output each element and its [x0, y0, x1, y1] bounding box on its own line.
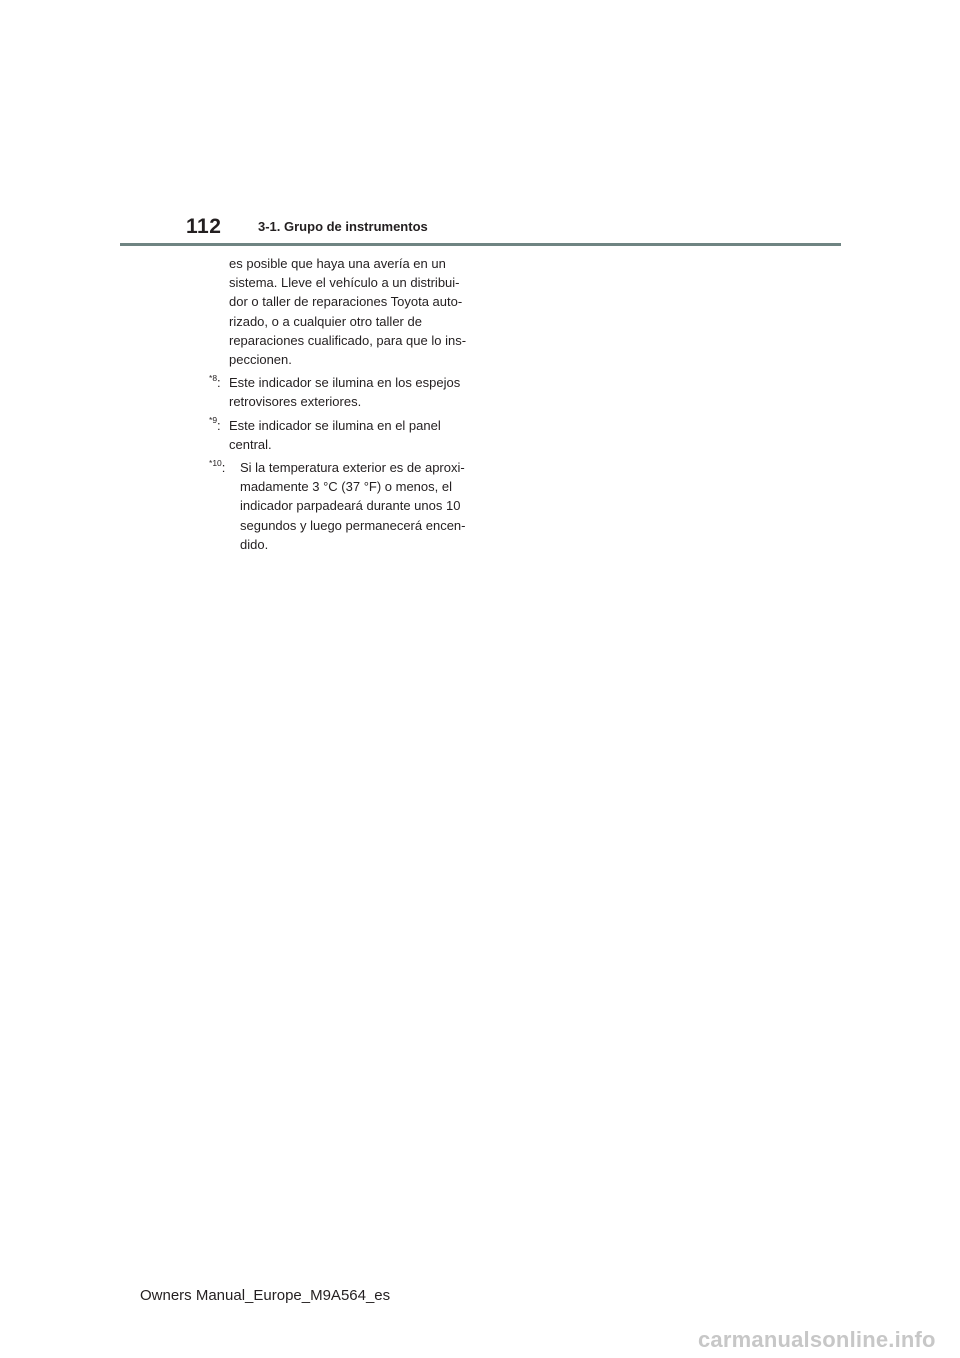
- intro-line: peccionen.: [229, 352, 292, 368]
- footnote-line: segundos y luego permanecerá encen-: [240, 517, 466, 533]
- footnote-9: [209, 416, 471, 454]
- footnote-8: [209, 373, 471, 411]
- footnote-line: Este indicador se ilumina en el panel: [229, 417, 441, 433]
- intro-line: dor o taller de reparaciones Toyota auto-: [229, 294, 463, 310]
- header-rule: [120, 243, 841, 246]
- footnote-text: [240, 458, 471, 554]
- footnote-marker: $^{*8}$:: [209, 372, 221, 391]
- footnote-line: Este indicador se ilumina en los espejos: [229, 375, 461, 391]
- footnote-text: [229, 416, 471, 454]
- intro-line: es posible que haya una avería en un: [229, 256, 446, 271]
- footnote-line: Si la temperatura exterior es de aproxi-: [240, 460, 465, 476]
- footnote-line: madamente 3 °C (37 °F) o menos, el: [240, 479, 452, 495]
- footer-manual-id: Owners Manual_Europe_M9A564_es: [140, 1287, 391, 1304]
- intro-line: rizado, o a cualquier otro taller de: [229, 313, 422, 329]
- section-title: 3-1. Grupo de instrumentos: [258, 219, 428, 234]
- page-content: [209, 254, 471, 558]
- footnote-line: dido.: [240, 536, 269, 552]
- watermark-text: carmanualsonline.info: [698, 1327, 936, 1352]
- intro-paragraph: [229, 254, 471, 369]
- footnote-line: indicador parpadeará durante unos 10: [240, 498, 461, 514]
- footnote-text: [229, 373, 471, 411]
- intro-line: sistema. Lleve el vehículo a un distribui-: [229, 275, 460, 291]
- footnote-marker: $^{*9}$:: [209, 415, 221, 433]
- footnote-line: central.: [229, 436, 272, 452]
- page-number: 112: [186, 215, 222, 238]
- intro-line: reparaciones cualificado, para que lo ins-: [229, 332, 467, 348]
- footnote-marker: $^{*10}$:: [209, 457, 226, 476]
- footnote-10: [209, 458, 471, 554]
- footnote-line: retrovisores exteriores.: [229, 394, 362, 410]
